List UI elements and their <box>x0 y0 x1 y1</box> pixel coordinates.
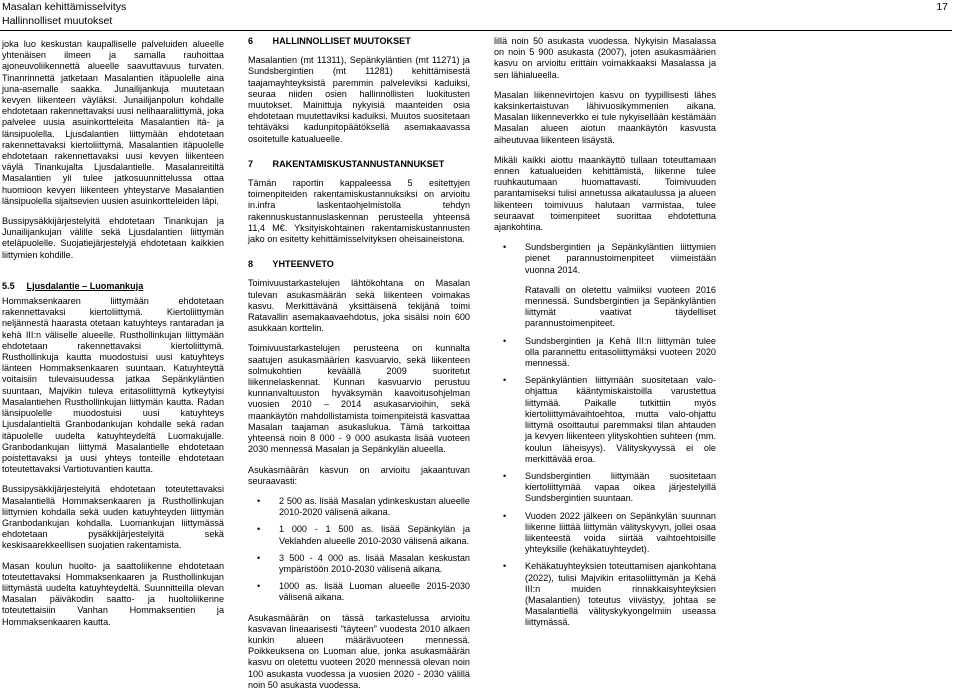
text-column-2 <box>248 36 470 700</box>
list-item-note: Ratavalli on oletettu valmiiksi vuoteen 2016 mennessä. Sundsbergintien ja Sepänkyläntien liittymät vaativat täydelliset parannustoimenpiteet. <box>525 284 716 329</box>
paragraph: Asukasmäärän kasvun on arvioitu jakaantuvan seuraavasti: <box>248 464 470 486</box>
section-title: YHTEENVETO <box>272 259 334 270</box>
list-item: • Vuoden 2022 jälkeen on Sepänkylän suunnan liikenne liittää liittymän välityskyvyn, jollei osaa liikenteestä voida siirtää vaihtoehtoisille yhteyksille (kehäkatuyhteydet). <box>494 511 716 556</box>
header-divider <box>0 30 952 31</box>
report-subtitle: Hallinnolliset muutokset <box>2 15 113 27</box>
list-item: • 1 000 - 1 500 as. lisää Sepänkylän ja Veklahden alueelle 2010-2030 välisenä aikana. <box>248 524 470 546</box>
paragraph: Masalantien (mt 11311), Sepänkyläntien (mt 11271) ja Sundsbergintien (mt 11281) kehittämisestä taajamayhteyksistä paremmin palveleviksi kaduiksi, seuraa niiden osien hallinnollisten luokitusten muutokset. Mainittuja nykyisiä maanteiden osia ehdotetaan muutettaviksi kaduiksi. Muutos suositetaan tehtäväksi kadunpitopäätöksellä asemakaavassa osoitetulle katualueelle. <box>248 55 470 144</box>
paragraph: Bussipysäkkijärjestelyitä ehdotetaan Tinankujan ja Junailijankujan välille sekä Ljusdalantien liittymän eteläpuolelle. Suojatiejärjestelyjä ehdotetaan kaikkien liittymien kohdille. <box>2 216 224 260</box>
section-heading-8 <box>248 259 470 270</box>
section-title: HALLINNOLLISET MUUTOKSET <box>272 36 411 46</box>
paragraph: Hommaksenkaaren liittymään ehdotetaan rakennettavaksi kiertoliittymä. Kiertoliittymän neljännestä haarasta otetaan katuyhteys rantaradan ja kehä III:n väliselle alueelle. Rusthollinkujan liittymään ehdotetaan rakennettavaksi kiertoliittymä. Rusthollinkuja kautta muodostuisi uusi katuyhteys länteen Hommaksenkaaren suuntaan. Katuyhteyttä voitaisiin tulevaisuudessa jatkaa Sepänkyläntien suuntaan, Majvikin tuleva eritasoliittymä kytkeytyisi Masalantiehen Rusthollinkujan liittymän kautta. Radan länsipuolelle muodostuisi uusi katuyhteys Ljusdalantieltä Granbodankujan kohdalle sekä radan itäpuolelle uudelta katuyhteydeltä Luomakujalle. Granbodankujan liittymä Masalantielle ehdotetaan poistettavaksi ja uusi yhteys tonteille ehdotetaan toteutettavaksi Vartiotuvantien kautta. <box>2 296 224 475</box>
paragraph: Toimivuustarkastelujen lähtökohtana on Masalan tulevan asukasmäärän sekä liikenteen voimakas kasvu. Merkittävänä yksittäisenä tekijänä toimi Ratavallin asemakaavaehdotus, joka sisälsi noin 600 asukkaan korttelin. <box>248 278 470 334</box>
section-number: 6 <box>248 36 254 46</box>
paragraph: Bussipysäkkijärjestelyitä ehdotetaan toteutettavaksi Masalantiellä Hommaksenkaaren ja Rusthollinkujan liittymien kohdalla sekä uuden katuyhteyden liittymän Granbodankujan kohdalla. Luomankujan liittymässä ehdotetaan pysäkkijärjestelyitä sekä keskisaarekkeellisen suojatien rakentamista. <box>2 484 224 551</box>
list-item-text: Sundsbergintien ja Sepänkyläntien liittymien pienet parannustoimenpiteet viimeistään vuonna 2014. <box>525 242 716 275</box>
section-title: RAKENTAMISKUSTANNUSTANNUKSET <box>272 158 445 169</box>
report-title: Masalan kehittämisselvitys <box>2 1 127 13</box>
paragraph: Mikäli kaikki aiottu maankäyttö tullaan toteuttamaan ennen katualueiden kehittämistä, liikenne tulee ruuhkautumaan huomattavasti. Toimivuuden parantamiseksi tulisi annetussa aikataulussa ja alueen liikenteen toimivuus halutaan varmistaa, tulee seuraavat toimenpiteet suorittaa ehdotettuna ajankohtina. <box>494 154 716 233</box>
text-column-3 <box>494 36 716 638</box>
page-number: 17 <box>936 1 948 13</box>
paragraph: lillä noin 50 asukasta vuodessa. Nykyisin Masalassa on noin 5 900 asukasta (2007), joten asukasmäärien kasvu on arvioitu erittäin voimakkaaksi Masalassa ja sen lähialueella. <box>494 36 716 80</box>
list-item: • 3 500 - 4 000 as. lisää Masalan keskustan ympäristöön 2010-2030 välisenä aikana. <box>248 553 470 575</box>
list-item: • 1000 as. lisää Luoman alueelle 2015-2030 välisenä aikana. <box>248 581 470 603</box>
section-heading-5-5 <box>2 281 224 292</box>
list-item: • Sundsbergintien ja Kehä III:n liittymän tulee olla parannettu eritasoliittymäksi vuoteen 2020 mennessä. <box>494 336 716 370</box>
population-growth-list <box>248 496 470 604</box>
paragraph: Masalan liikennevirtojen kasvu on tyypillisesti lähes kaksinkertaistuvan lähivuosikymmenien aikana. Masalan liikenneverkko ei tule nykyisellään kestämään Masalan alueen aiotun maankäytön kasvusta aiheutuvaa liikenteen lisäystä. <box>494 89 716 145</box>
section-heading-6 <box>248 36 470 47</box>
paragraph: Asukasmäärän on tässä tarkastelussa arvioitu kasvavan lineaarisesti "täyteen" vuodesta 2010 alkaen kunkin alueen määrävuoteen mennessä. Poikkeuksena on Luoman alue, jonka asukasmäärän kasvu on oletettu vuoteen 2020 mennessä olevan noin 100 asukasta vuodessa ja vuosien 2020 - 2030 välillä noin 50 asukasta vuodessa. <box>248 612 470 690</box>
list-item: • Sundsbergintien liittymään suositetaan kiertoliittymää vapaa oikea järjestelyillä Sundsbergintien suuntaan. <box>494 471 716 505</box>
section-heading-7 <box>248 159 470 170</box>
paragraph: Masan koulun huolto- ja saattoliikenne ehdotetaan toteutettavaksi Hommaksenkaaren ja Rusthollinkujan liittymästä uudelta katuyhteydeltä. Suunnitteilla olevan Masalan päiväkodin saatto- ja huoltoliikenne toteutettaisiin Vanhan Hommaksentien ja Hommaksenkaaren kautta. <box>2 560 224 627</box>
text-column-1 <box>2 39 224 637</box>
section-number: 5.5 <box>2 280 15 291</box>
list-item: • Sepänkyläntien liittymään suositetaan valo-ohjattua kääntymiskaistoilla varustettua liittymää. Paikalle tutkittiin myös kiertoliittymävaihtoehtoa, mutta valo-ohjattu liittymä osoittautui paremmaksi tilan ahtauden ja kevyen liikenteen ylityskohtien suhteen (mm. koulun läheisyys). Välityskyvyssä ei ole merkittävää eroa. <box>494 375 716 465</box>
paragraph: Toimivuustarkastelujen perusteena on kunnalta saatujen asukasmäärien kasvuarvio, sekä liikenteen solmukohtien keväällä 2009 suoritetut liikennelaskennat. Kunnan kasvuarvio perustuu kunnanvaltuuston hyväksymän kaavoitusohjelman vuosien 2010 – 2014 asukasarvioihin, sekä maankäytön mahdollistamista toimenpiteistä kasvattaa Masalan taajaman asukaslukua. Tämä tarkoittaa yhteensä noin 8 000 - 9 000 asukasta lisää vuoteen 2030 mennessä Masalan ja Sepänkylän alueella. <box>248 343 470 455</box>
list-item: • Kehäkatuyhteyksien toteuttamisen ajankohtana (2022), tulisi Majvikin eritasoliittymän ja Kehä III:n muiden rinnakkaisyhteyksien (Masalantien) toteutus viivästyy, johtaa se Masalantiellä välityskykyongelmiin useassa liittymässä. <box>494 561 716 628</box>
section-title: Ljusdalantie – Luomankuja <box>26 280 144 291</box>
list-item <box>494 242 716 329</box>
section-number: 8 <box>248 259 254 270</box>
section-number: 7 <box>248 158 254 169</box>
measures-list <box>494 242 716 628</box>
paragraph: Tämän raportin kappaleessa 5 esitettyjen toimenpiteiden rakentamiskustannuksiksi on arvioitu in.infra laskentaohjelmistolla tehdyn rakennuskustannuslaskennan perusteella yhteensä 11,4 M€. Yksityiskohtainen rakentamiskustannusten jako on esitetty kehittämisselvityksen oheisaineistona. <box>248 178 470 245</box>
list-item: • 2 500 as. lisää Masalan ydinkeskustan alueelle 2010-2020 välisenä aikana. <box>248 496 470 518</box>
paragraph: joka luo keskustan kaupalliselle palveluiden alueelle yhtenäisen ilmeen ja samalla rauhoittaa ajoneuvoliikennettä alueelle saavuttavuus turvaten. Tinanrinnettä jatketaan Masalantien itäpuolelle aina juna-asemalle saakka. Junailijankuja muutetaan kevyen liikenteen väyläksi. Junailijanpolun kohdalle ehdotetaan rakennettavaksi uusi nelihaaraliittymä, joka palvelee uusia asuinkortteleita Masalantien itä- ja länsipuolella. Ljusdalantien liittymään ehdotetaan rakennettavaksi kiertoliittymä. Masalantien itäpuolelle ehdotetaan rakennettavaksi uusi kevyen liikenteen väylä Tinankujalta Ljusdalantielle. Masalanreitiltä Masalantien yli tulee jatkosuunnittelussa ottaa huomioon kevyen liikenteen yhteystarve Masalantien länsipuolella sijaitsevien uusien asuinkortteleiden läpi. <box>2 39 224 206</box>
page-header <box>0 0 960 30</box>
